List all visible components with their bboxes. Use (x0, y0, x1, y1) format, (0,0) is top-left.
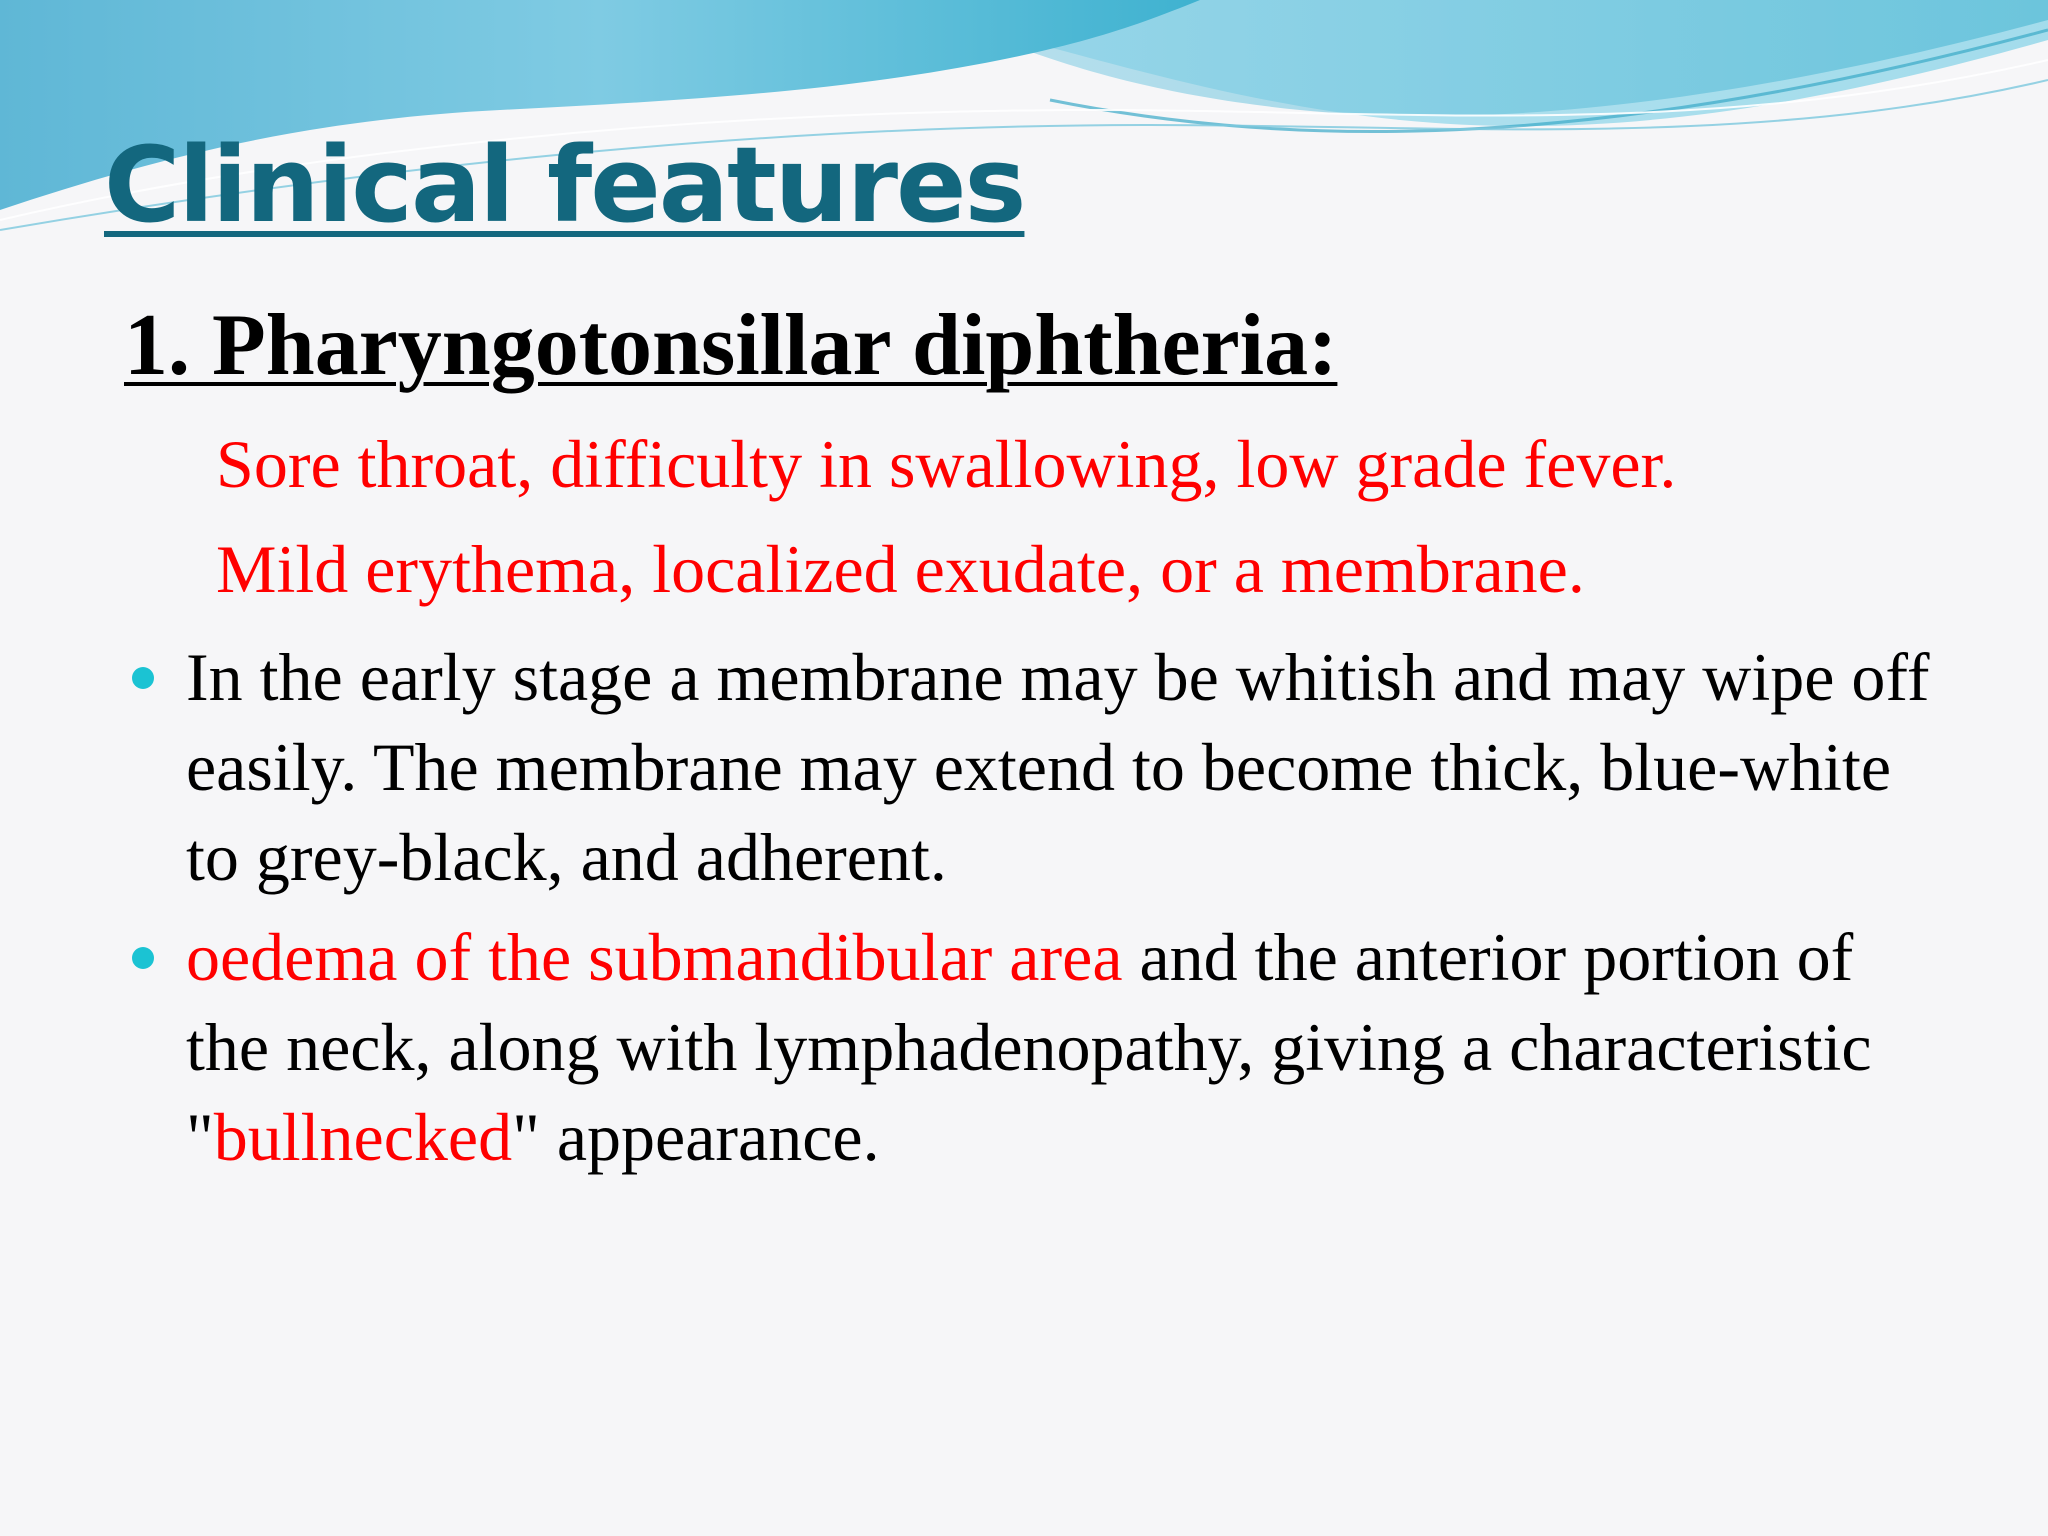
symptom-line: Sore throat, difficulty in swallowing, low grade fever. (216, 426, 1677, 502)
bullet-list (0, 632, 2048, 1182)
bullet-text: " appearance. (512, 1099, 880, 1175)
bullet-dot-icon (132, 947, 154, 969)
list-item (0, 912, 1946, 1182)
bullet-highlight: oedema of the submandibular area (186, 919, 1123, 995)
bullet-highlight: bullnecked (213, 1099, 513, 1175)
bullet-text: and the anterior portion of the neck, along with lymphadenopathy, giving a characteristic " (186, 919, 1872, 1175)
sign-line: Mild erythema, localized exudate, or a membrane. (216, 531, 1585, 607)
slide-subtitle: 1. Pharyngotonsillar diphtheria: (124, 297, 1338, 394)
bullet-dot-icon (132, 667, 154, 689)
slide-title: Clinical features (104, 124, 1025, 246)
bullet-text: In the early stage a membrane may be whitish and may wipe off easily. The membrane may extend to become thick, blue-white to grey-black, and adherent. (186, 639, 1930, 895)
list-item (0, 632, 1946, 902)
